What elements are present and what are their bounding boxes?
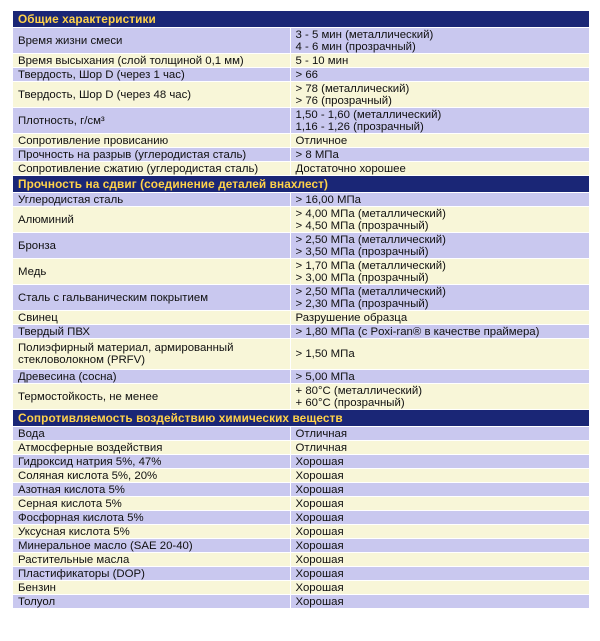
value-line: Хорошая <box>295 483 344 496</box>
table-row <box>13 162 589 176</box>
property-label: Растительные масла <box>13 553 290 567</box>
property-label: Время высыхания (слой толщиной 0,1 мм) <box>13 54 290 68</box>
value-line: > 1,70 МПа (металлический) <box>295 259 446 272</box>
value-line: Разрушение образца <box>295 311 408 324</box>
table-row <box>13 68 589 82</box>
section-title: Общие характеристики <box>13 11 589 28</box>
value-line: > 2,50 МПа (металлический) <box>295 285 446 298</box>
property-value <box>290 311 589 325</box>
value-line: Хорошая <box>295 511 344 524</box>
property-value <box>290 567 589 581</box>
table-row <box>13 193 589 207</box>
property-value <box>290 28 589 54</box>
value-line: > 8 МПа <box>295 148 339 161</box>
table-row <box>13 441 589 455</box>
table-row <box>13 595 589 609</box>
property-label: Термостойкость, не менее <box>13 384 290 410</box>
value-line: Хорошая <box>295 595 344 608</box>
property-label: Углеродистая сталь <box>13 193 290 207</box>
table-row <box>13 525 589 539</box>
property-label: Твердость, Шор D (через 48 час) <box>13 82 290 108</box>
table-row <box>13 455 589 469</box>
value-line: Хорошая <box>295 539 344 552</box>
table-row <box>13 148 589 162</box>
table-row <box>13 553 589 567</box>
property-label: Пластификаторы (DOP) <box>13 567 290 581</box>
table-row <box>13 497 589 511</box>
value-line: > 3,00 МПа (прозрачный) <box>295 271 429 284</box>
property-value <box>290 285 589 311</box>
property-value <box>290 539 589 553</box>
property-value <box>290 68 589 82</box>
value-line: + 60°С (прозрачный) <box>295 396 405 409</box>
property-value <box>290 441 589 455</box>
table-row <box>13 233 589 259</box>
spec-table <box>13 11 589 609</box>
value-line: Хорошая <box>295 567 344 580</box>
property-value <box>290 193 589 207</box>
value-line: 1,16 - 1,26 (прозрачный) <box>295 120 424 133</box>
section-title: Сопротивляемость воздействию химических веществ <box>13 410 589 427</box>
property-value <box>290 233 589 259</box>
section-header <box>13 11 589 28</box>
property-label: Минеральное масло (SAE 20-40) <box>13 539 290 553</box>
table-row <box>13 370 589 384</box>
table-row <box>13 207 589 233</box>
property-label: Бензин <box>13 581 290 595</box>
value-line: > 2,30 МПа (прозрачный) <box>295 297 429 310</box>
property-label: Толуол <box>13 595 290 609</box>
value-line: Отличное <box>295 134 348 147</box>
property-value <box>290 455 589 469</box>
value-line: > 4,00 МПа (металлический) <box>295 207 446 220</box>
value-line: Хорошая <box>295 497 344 510</box>
property-value <box>290 54 589 68</box>
value-line: 1,50 - 1,60 (металлический) <box>295 108 442 121</box>
property-label: Древесина (сосна) <box>13 370 290 384</box>
value-line: + 80°С (металлический) <box>295 384 423 397</box>
property-label: Фосфорная кислота 5% <box>13 511 290 525</box>
value-line: Хорошая <box>295 581 344 594</box>
property-label: Вода <box>13 427 290 441</box>
value-line: > 1,50 МПа <box>295 348 355 360</box>
table-row <box>13 567 589 581</box>
table-row <box>13 427 589 441</box>
value-line: 4 - 6 мин (прозрачный) <box>295 40 416 53</box>
property-value <box>290 595 589 609</box>
value-line: > 4,50 МПа (прозрачный) <box>295 219 429 232</box>
property-label: Азотная кислота 5% <box>13 483 290 497</box>
value-line: Хорошая <box>295 455 344 468</box>
property-value <box>290 469 589 483</box>
property-value <box>290 483 589 497</box>
property-label: Прочность на разрыв (углеродистая сталь) <box>13 148 290 162</box>
property-value <box>290 384 589 410</box>
property-label: Уксусная кислота 5% <box>13 525 290 539</box>
property-label: Сопротивление сжатию (углеродистая сталь) <box>13 162 290 176</box>
table-row <box>13 285 589 311</box>
property-label: Атмосферные воздействия <box>13 441 290 455</box>
table-row <box>13 82 589 108</box>
value-line: > 78 (металлический) <box>295 82 410 95</box>
table-row <box>13 469 589 483</box>
property-value <box>290 259 589 285</box>
property-label: Полиэфирный материал, армированный стекловолокном (PRFV) <box>13 339 290 370</box>
table-row <box>13 539 589 553</box>
property-value <box>290 525 589 539</box>
property-label: Твердость, Шор D (через 1 час) <box>13 68 290 82</box>
property-value <box>290 325 589 339</box>
table-row <box>13 259 589 285</box>
section-header <box>13 176 589 193</box>
value-line: > 5,00 МПа <box>295 370 355 383</box>
property-value <box>290 553 589 567</box>
property-label: Алюминий <box>13 207 290 233</box>
property-value <box>290 134 589 148</box>
property-value <box>290 581 589 595</box>
property-label: Плотность, г/см³ <box>13 108 290 134</box>
table-row <box>13 483 589 497</box>
property-label: Время жизни смеси <box>13 28 290 54</box>
table-row <box>13 325 589 339</box>
value-line: Отличная <box>295 441 348 454</box>
property-label: Свинец <box>13 311 290 325</box>
table-row <box>13 581 589 595</box>
value-line: > 3,50 МПа (прозрачный) <box>295 245 429 258</box>
property-label: Твердый ПВХ <box>13 325 290 339</box>
value-line: 3 - 5 мин (металлический) <box>295 28 434 41</box>
property-label: Соляная кислота 5%, 20% <box>13 469 290 483</box>
spec-table-container <box>13 11 589 609</box>
value-line: Хорошая <box>295 553 344 566</box>
section-title: Прочность на сдвиг (соединение деталей внахлест) <box>13 176 589 193</box>
property-value <box>290 511 589 525</box>
property-value <box>290 207 589 233</box>
table-row <box>13 311 589 325</box>
property-label: Гидроксид натрия 5%, 47% <box>13 455 290 469</box>
value-line: > 16,00 МПа <box>295 193 361 206</box>
property-label: Серная кислота 5% <box>13 497 290 511</box>
value-line: > 76 (прозрачный) <box>295 94 392 107</box>
value-line: Хорошая <box>295 469 344 482</box>
property-label: Медь <box>13 259 290 285</box>
value-line: Достаточно хорошее <box>295 162 406 175</box>
table-row <box>13 108 589 134</box>
property-label: Сталь с гальваническим покрытием <box>13 285 290 311</box>
value-line: 5 - 10 мин <box>295 54 349 67</box>
property-label: Сопротивление провисанию <box>13 134 290 148</box>
table-row <box>13 511 589 525</box>
table-row <box>13 134 589 148</box>
table-row <box>13 384 589 410</box>
property-value <box>290 339 589 370</box>
property-value <box>290 148 589 162</box>
property-value <box>290 82 589 108</box>
table-row <box>13 339 589 370</box>
value-line: > 66 <box>295 68 318 81</box>
value-line: Хорошая <box>295 525 344 538</box>
property-value <box>290 427 589 441</box>
table-row <box>13 54 589 68</box>
value-line: > 2,50 МПа (металлический) <box>295 233 446 246</box>
section-header <box>13 410 589 427</box>
table-row <box>13 28 589 54</box>
property-value <box>290 162 589 176</box>
property-value <box>290 497 589 511</box>
property-value <box>290 108 589 134</box>
property-value <box>290 370 589 384</box>
value-line: > 1,80 МПа (с Poxi-ran® в качестве праймера) <box>295 325 540 338</box>
value-line: Отличная <box>295 427 348 440</box>
property-label: Бронза <box>13 233 290 259</box>
